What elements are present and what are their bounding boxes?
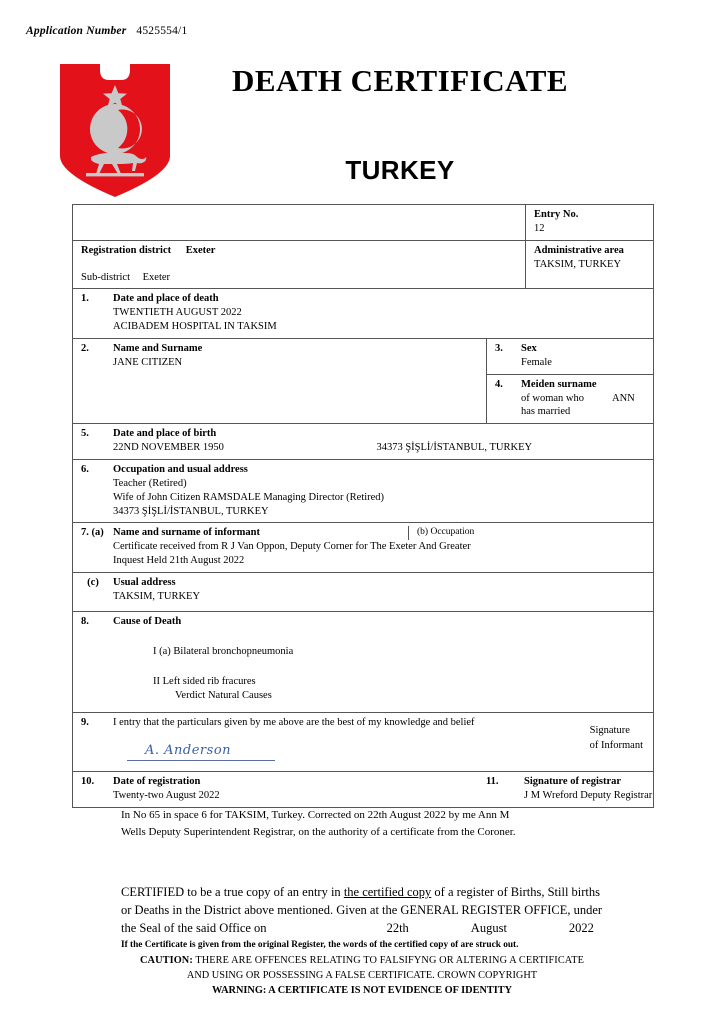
field-5-values [113,441,647,455]
administrative-area-cell [525,241,653,289]
field-11-body [524,772,653,807]
field-7c-body [113,573,653,611]
field-10-label: Date of registration [113,776,201,788]
field-7a-line-1: Certificate received from R J Van Oppon, Deputy Corner for The Exeter And Greater [113,541,471,553]
field-11-value: J M Wreford Deputy Registrar [524,789,653,801]
field-9-declaration: I entry that the particulars given by me above are the best of my knowledge and belief [113,717,475,729]
field-2-value: JANE CITIZEN [113,356,183,368]
field-5-number: 5. [81,428,89,440]
field-10-value: Twenty-two August 2022 [113,789,220,801]
field-6-label: Occupation and usual address [113,464,248,476]
seal-text: the Seal of the said Office on [121,920,267,935]
turkey-coat-of-arms-icon [56,60,174,200]
certified-seal-line [121,920,613,938]
field-9-row [73,713,653,772]
country-title: TURKEY [345,155,455,185]
certified-text-part-1: CERTIFIED to be a true copy of an entry in [121,885,344,899]
caution-line-2: AND USING OR POSSESSING A FALSE CERTIFICATE. CROWN COPYRIGHT [186,969,538,981]
field-7a-line-2: Inquest Held 21th August 2022 [113,555,245,567]
field-4-value: ANN [612,392,635,404]
field-7b-occupation-label: (b) Occupation [408,526,647,540]
field-1-place: ACIBADEM HOSPITAL IN TAKSIM [113,321,277,333]
field-8-number: 8. [81,616,89,628]
informant-signature: A. Anderson [145,742,232,758]
application-number [26,25,187,37]
field-10-11-row [73,772,653,807]
field-1-date: TWENTIETH AUGUST 2022 [113,307,242,319]
page-title: DEATH CERTIFICATE [231,63,569,98]
field-4-sub-text-1: of woman who [521,392,584,404]
field-7c-label: Usual address [113,577,176,589]
certificate-table [72,204,654,808]
field-11-label: Signature of registrar [524,776,622,788]
subdistrict-value: Exeter [142,271,171,283]
field-7c-value: TAKSIM, TURKEY [113,590,201,602]
certified-fineprint: If the Certificate is given from the original Register, the words of the certified copy of are struck out. [121,940,519,951]
field-3-body [521,339,653,374]
seal-month: August [470,920,507,935]
caution-line-1 [0,954,724,969]
field-2-label: Name and Surname [113,343,203,355]
application-number-value: 4525554/1 [136,25,188,37]
field-7c-row [73,573,653,612]
field-8-label: Cause of Death [113,616,182,628]
signature-of-informant-label [590,723,643,753]
field-5-body [113,424,653,459]
field-6-body [113,460,653,522]
caution-line-3: WARNING: A CERTIFICATE IS NOT EVIDENCE OF IDENTITY [211,984,513,996]
certified-line-1 [121,884,613,902]
field-4-sub-text-2: has married [521,406,571,418]
certified-underlined-text: the certified copy [343,885,432,899]
correction-note [121,807,591,840]
field-1-body [113,289,653,338]
certified-statement [121,884,613,951]
field-7a-label: Name and surname of informant [113,527,260,539]
correction-note-line-2: Wells Deputy Superintendent Registrar, on the authority of a certificate from the Coroner. [121,825,516,838]
caution-block [0,954,724,999]
field-11-number: 11. [486,776,499,788]
field-9-number: 9. [81,717,89,729]
entry-no-value: 12 [534,222,545,234]
field-7a-row [73,523,653,573]
field-3-value: Female [521,356,552,368]
seal-day: 22th [386,920,409,935]
field-7a-body [113,523,653,572]
registration-district-value: Exeter [185,244,216,256]
administrative-area-label: Administrative area [534,244,624,256]
caution-line-1-text: THERE ARE OFFENCES RELATING TO FALSIFYNG OR ALTERING A CERTIFICATE [192,955,584,966]
field-9-body [113,713,653,771]
field-5-place: 34373 ŞİŞLİ/İSTANBUL, TURKEY [376,442,533,454]
field-10-body [113,772,486,807]
field-4-number: 4. [495,378,503,390]
field-3-number: 3. [495,343,503,355]
field-3-4-column [486,339,653,423]
certified-line-2: or Deaths in the District above mentioned. Given at the GENERAL REGISTER OFFICE, under [121,902,603,917]
cause-of-death-verdict: Verdict Natural Causes [175,689,272,701]
entry-blank-cell [73,205,525,240]
cause-of-death-i: I (a) Bilateral bronchopneumonia [153,645,294,657]
field-2-3-4-row [73,339,653,424]
application-number-label: Application Number [26,25,127,37]
field-7c-number: (c) [87,577,99,589]
cause-of-death-ii: II Left sided rib fracures [153,675,256,687]
field-4-subline-1 [521,392,647,406]
field-2-body [113,339,486,423]
field-1-row [73,289,653,339]
entry-no-row [73,205,653,241]
registration-district-cell [73,241,525,289]
signature-label-line-1: Signature [589,725,630,737]
field-1-number: 1. [81,293,89,305]
field-2-cell [73,339,486,423]
entry-no-label: Entry No. [534,209,579,220]
field-4-row [487,375,653,424]
field-2-number: 2. [81,343,89,355]
registration-district-label: Registration district [81,244,172,256]
administrative-area-value: TAKSIM, TURKEY [534,258,622,270]
field-8-row [73,612,653,713]
certified-text-part-2: of a register of Births, Still births [431,885,601,899]
field-6-address: 34373 ŞİŞLİ/İSTANBUL, TURKEY [113,505,269,517]
field-4-label: Meiden surname [521,378,597,390]
correction-note-line-1: In No 65 in space 6 for TAKSIM, Turkey. Corrected on 22th August 2022 by me Ann M [121,809,510,821]
field-6-occupation: Teacher (Retired) [113,477,187,489]
registration-row [73,241,653,290]
caution-prefix: CAUTION: [140,955,193,966]
field-5-label: Date and place of birth [113,428,217,440]
field-10-number: 10. [81,776,95,788]
signature-rule [127,760,275,761]
subdistrict-label: Sub-district [81,271,130,283]
field-6-number: 6. [81,464,89,476]
field-3-label: Sex [521,343,537,355]
field-8-body [113,612,653,712]
field-7a-number: 7. (a) [81,527,104,539]
field-5-row [73,424,653,460]
field-6-row [73,460,653,523]
field-1-label: Date and place of death [113,293,219,305]
field-4-body [521,375,653,424]
field-5-date: 22ND NOVEMBER 1950 [113,442,224,454]
field-6-spouse: Wife of John Citizen RAMSDALE Managing Director (Retired) [113,491,385,503]
field-3-row [487,339,653,375]
entry-no-cell [525,205,653,240]
signature-label-line-2: of Informant [589,740,643,752]
seal-year: 2022 [568,920,594,935]
